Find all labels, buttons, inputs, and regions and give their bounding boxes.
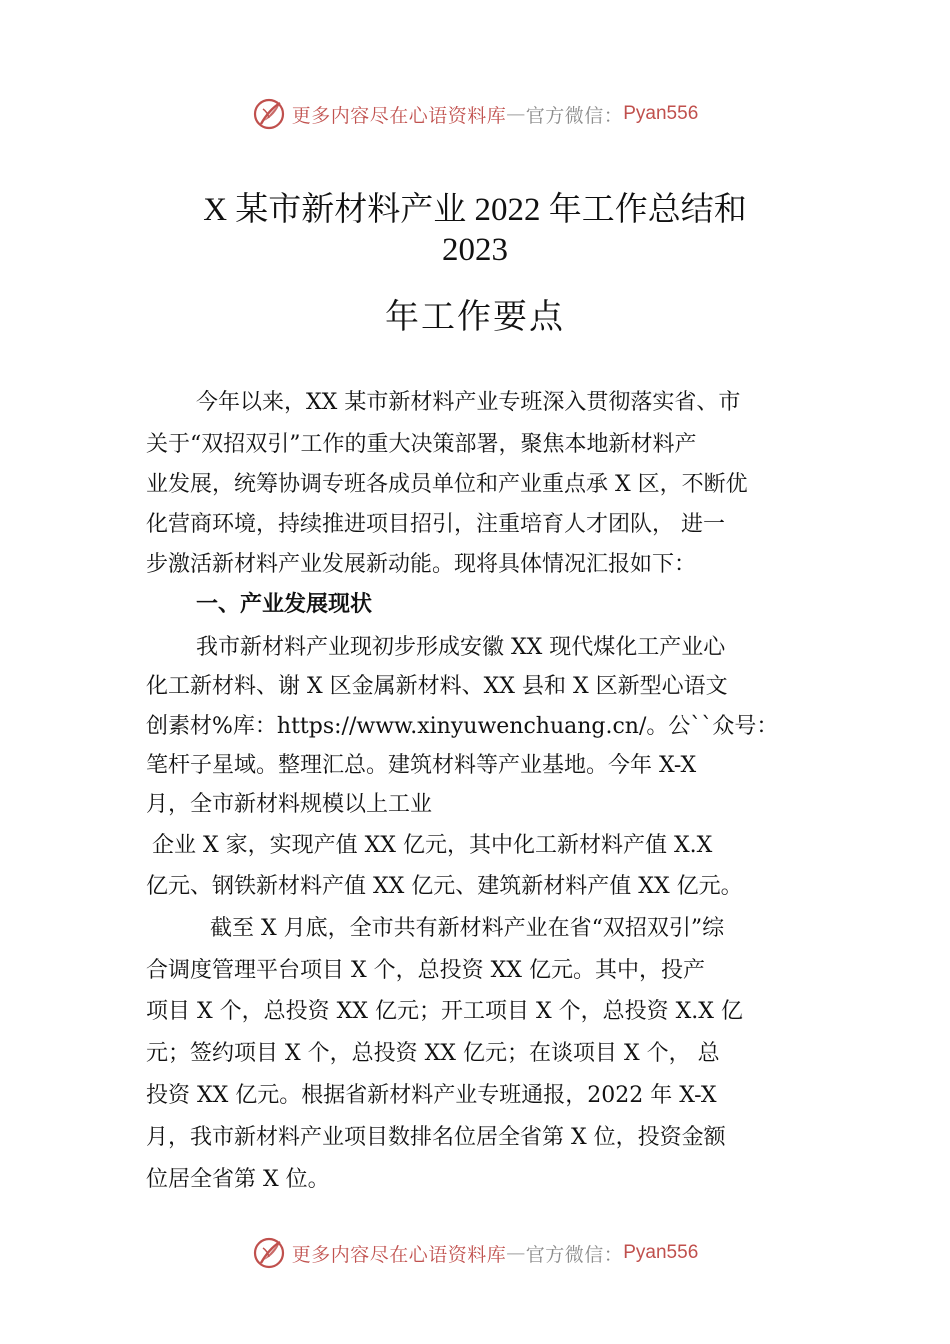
watermark-separator: — <box>506 103 526 125</box>
paragraph-3-line: 截至 X 月底，全市共有新材料产业在省“双招双引”综 <box>210 916 725 941</box>
paragraph-2-line: 我市新材料产业现初步形成安徽 XX 现代煤化工产业心 <box>196 635 726 660</box>
paragraph-2-line: 亿元、钢铁新材料产值 XX 亿元、建筑新材料产值 XX 亿元。 <box>146 874 743 899</box>
paragraph-2-line: 月，全市新材料规模以上工业 <box>146 792 433 817</box>
section-heading: 一、产业发展现状 <box>196 592 373 617</box>
paragraph-2-line: 化工新材料、谢 X 区金属新材料、XX 县和 X 区新型心语文 <box>146 674 728 699</box>
watermark-separator: — <box>506 1242 526 1264</box>
document-title-line-1: X 某市新材料产业 2022 年工作总结和 <box>203 192 747 228</box>
paragraph-2-line: 企业 X 家，实现产值 XX 亿元，其中化工新材料产值 X.X <box>152 833 713 858</box>
paragraph-1-line: 关于“双招双引”工作的重大决策部署，聚焦本地新材料产 <box>146 432 697 457</box>
paragraph-2-line: 笔杆子星域。整理汇总。建筑材料等产业基地。今年 X-X <box>146 753 697 778</box>
paragraph-3-line: 投资 XX 亿元。根据省新材料产业专班通报，2022 年 X-X <box>146 1083 717 1108</box>
paragraph-1-line: 业发展，统筹协调专班各成员单位和产业重点承 X 区，不断优 <box>146 472 748 497</box>
paragraph-3-line: 位居全省第 X 位。 <box>146 1167 330 1192</box>
watermark-label: 官方微信： <box>525 104 624 127</box>
header-watermark <box>0 94 950 134</box>
paragraph-3-line: 月，我市新材料产业项目数排名位居全省第 X 位，投资金额 <box>146 1125 726 1150</box>
paragraph-3-line: 合调度管理平台项目 X 个，总投资 XX 亿元。其中，投产 <box>146 958 705 983</box>
watermark-brand: 更多内容尽在心语资料库 <box>291 1243 507 1266</box>
paragraph-3-line: 元；签约项目 X 个，总投资 XX 亿元；在谈项目 X 个， 总 <box>146 1041 720 1066</box>
footer-watermark <box>0 1233 950 1273</box>
paragraph-1-line: 步激活新材料产业发展新动能。现将具体情况汇报如下： <box>146 552 697 577</box>
paragraph-2-line: 创素材%库：https://www.xinyuwenchuang.cn/。公``众号： <box>146 714 779 739</box>
document-title-line-2: 2023 <box>442 232 508 268</box>
watermark-brand: 更多内容尽在心语资料库 <box>291 104 507 127</box>
document-title-line-3: 年工作要点 <box>385 299 565 336</box>
watermark-wechat-id: Pyan556 <box>623 1242 699 1263</box>
watermark-label: 官方微信： <box>525 1243 624 1266</box>
paragraph-3-line: 项目 X 个，总投资 XX 亿元；开工项目 X 个，总投资 X.X 亿 <box>146 999 743 1024</box>
paragraph-1-line: 今年以来，XX 某市新材料产业专班深入贯彻落实省、市 <box>196 390 741 415</box>
feather-logo-icon <box>252 97 286 131</box>
paragraph-1-line: 化营商环境，持续推进项目招引，注重培育人才团队， 进一 <box>146 512 725 537</box>
feather-logo-icon <box>252 1236 286 1270</box>
watermark-wechat-id: Pyan556 <box>623 103 699 124</box>
